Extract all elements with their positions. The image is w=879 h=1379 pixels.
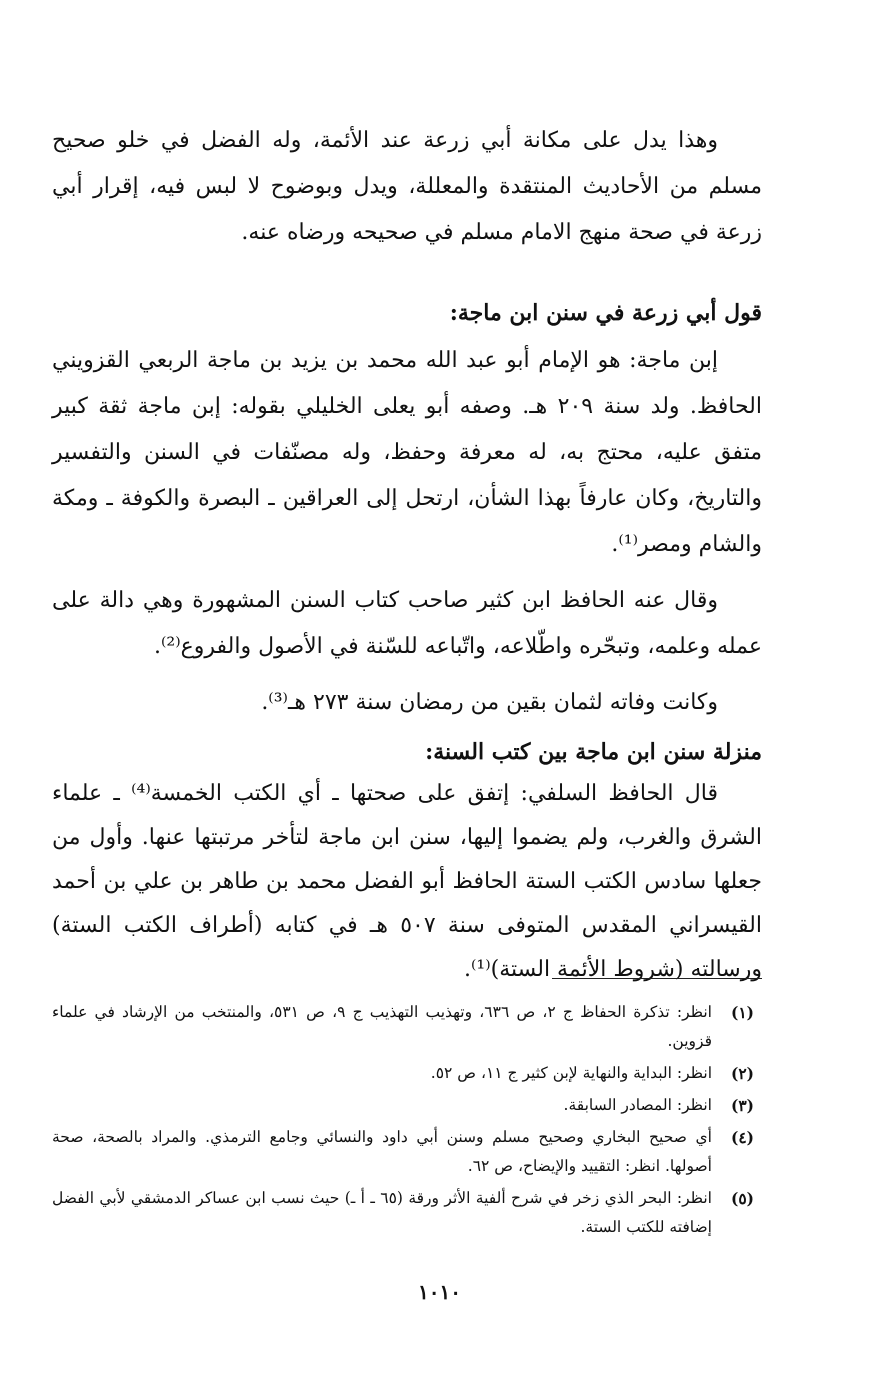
footnote-number: (٥) xyxy=(730,1189,754,1208)
footnote-number: (٣) xyxy=(730,1096,754,1115)
paragraph-2: إبن ماجة: هو الإمام أبو عبد الله محمد بن يزيد بن ماجة الربعي القزويني الحافظ. ولد سنة ٢٠٩ هـ. وصفه أبو يعلى الخليلي بقوله: إبن ماجة ثقة كبير متفق عليه، محتج به، له معرفة وحفظ، وله مصنّفات في السنن والتفسير والتاريخ، وكان عارفاً بهذا الشأن، ارتحل إلى العراقين ـ البصرة والكوفة ـ ومكة والشام ومصر⁽¹⁾. xyxy=(52,348,763,557)
footnote-number: (٤) xyxy=(730,1128,754,1147)
footnote-3 xyxy=(52,1091,762,1120)
footnote-text: انظر: المصادر السابقة. xyxy=(563,1096,712,1114)
main-text xyxy=(52,118,762,992)
footnotes xyxy=(52,998,762,1245)
section-heading-ibn-majah: قول أبي زرعة في سنن ابن ماجة: xyxy=(449,300,762,326)
footnote-5 xyxy=(52,1184,762,1242)
paragraph-3: وقال عنه الحافظ ابن كثير صاحب كتاب السنن المشهورة وهي دالة على عمله وعلمه، وتبحّره واطّلاعه، واتّباعه للسّنة في الأصول والفروع⁽²⁾. xyxy=(52,588,762,659)
footnote-2 xyxy=(52,1059,762,1088)
footnote-text: انظر: تذكرة الحفاظ ج ٢، ص ٦٣٦، وتهذيب التهذيب ج ٩، ص ٥٣١، والمنتخب من الإرشاد في علماء قزوين. xyxy=(52,1003,712,1050)
section-heading-sunan-rank: منزلة سنن ابن ماجة بين كتب السنة: xyxy=(425,739,762,765)
footnote-separator xyxy=(552,978,762,979)
paragraph-5: قال الحافظ السلفي: إتفق على صحتها ـ أي الكتب الخمسة⁽⁴⁾ ـ علماء الشرق والغرب، ولم يضموا إليها، سنن ابن ماجة لتأخر مرتبتها عنها. وأول من جعلها سادس الكتب الستة الحافظ أبو الفضل محمد بن طاهر بن علي بن أحمد القيسراني المقدس المتوفى سنة ٥٠٧ هـ في كتابه (أطراف الكتب الستة) ورسالته (شروط الأئمة الستة)⁽¹⁾. xyxy=(52,781,762,982)
footnote-4 xyxy=(52,1123,762,1181)
paragraph-1: وهذا يدل على مكانة أبي زرعة عند الأئمة، وله الفضل في خلو صحيح مسلم من الأحاديث المنتقدة والمعللة، ويدل وبوضوح لا لبس فيه، إقرار أبي زرعة في صحة منهج الامام مسلم في صحيحه ورضاه عنه. xyxy=(52,128,762,245)
page-number: ١٠١٠ xyxy=(418,1280,461,1304)
footnote-number: (١) xyxy=(730,1003,754,1022)
paragraph-4: وكانت وفاته لثمان بقين من رمضان سنة ٢٧٣ هـ⁽³⁾. xyxy=(261,690,718,715)
footnote-number: (٢) xyxy=(730,1064,754,1083)
footnote-text: انظر: البداية والنهاية لإبن كثير ج ١١، ص ٥٢. xyxy=(430,1064,712,1082)
footnote-text: أي صحيح البخاري وصحيح مسلم وسنن أبي داود والنسائي وجامع الترمذي. والمراد بالصحة، صحة أصولها. انظر: التقييد والإيضاح، ص ٦٢. xyxy=(52,1128,712,1175)
footnote-text: انظر: البحر الذي زخر في شرح ألفية الأثر ورقة (٦٥ ـ أ ـ) حيث نسب ابن عساكر الدمشقي لأبي الفضل إضافته للكتب الستة. xyxy=(52,1189,712,1236)
footnote-1 xyxy=(52,998,762,1056)
